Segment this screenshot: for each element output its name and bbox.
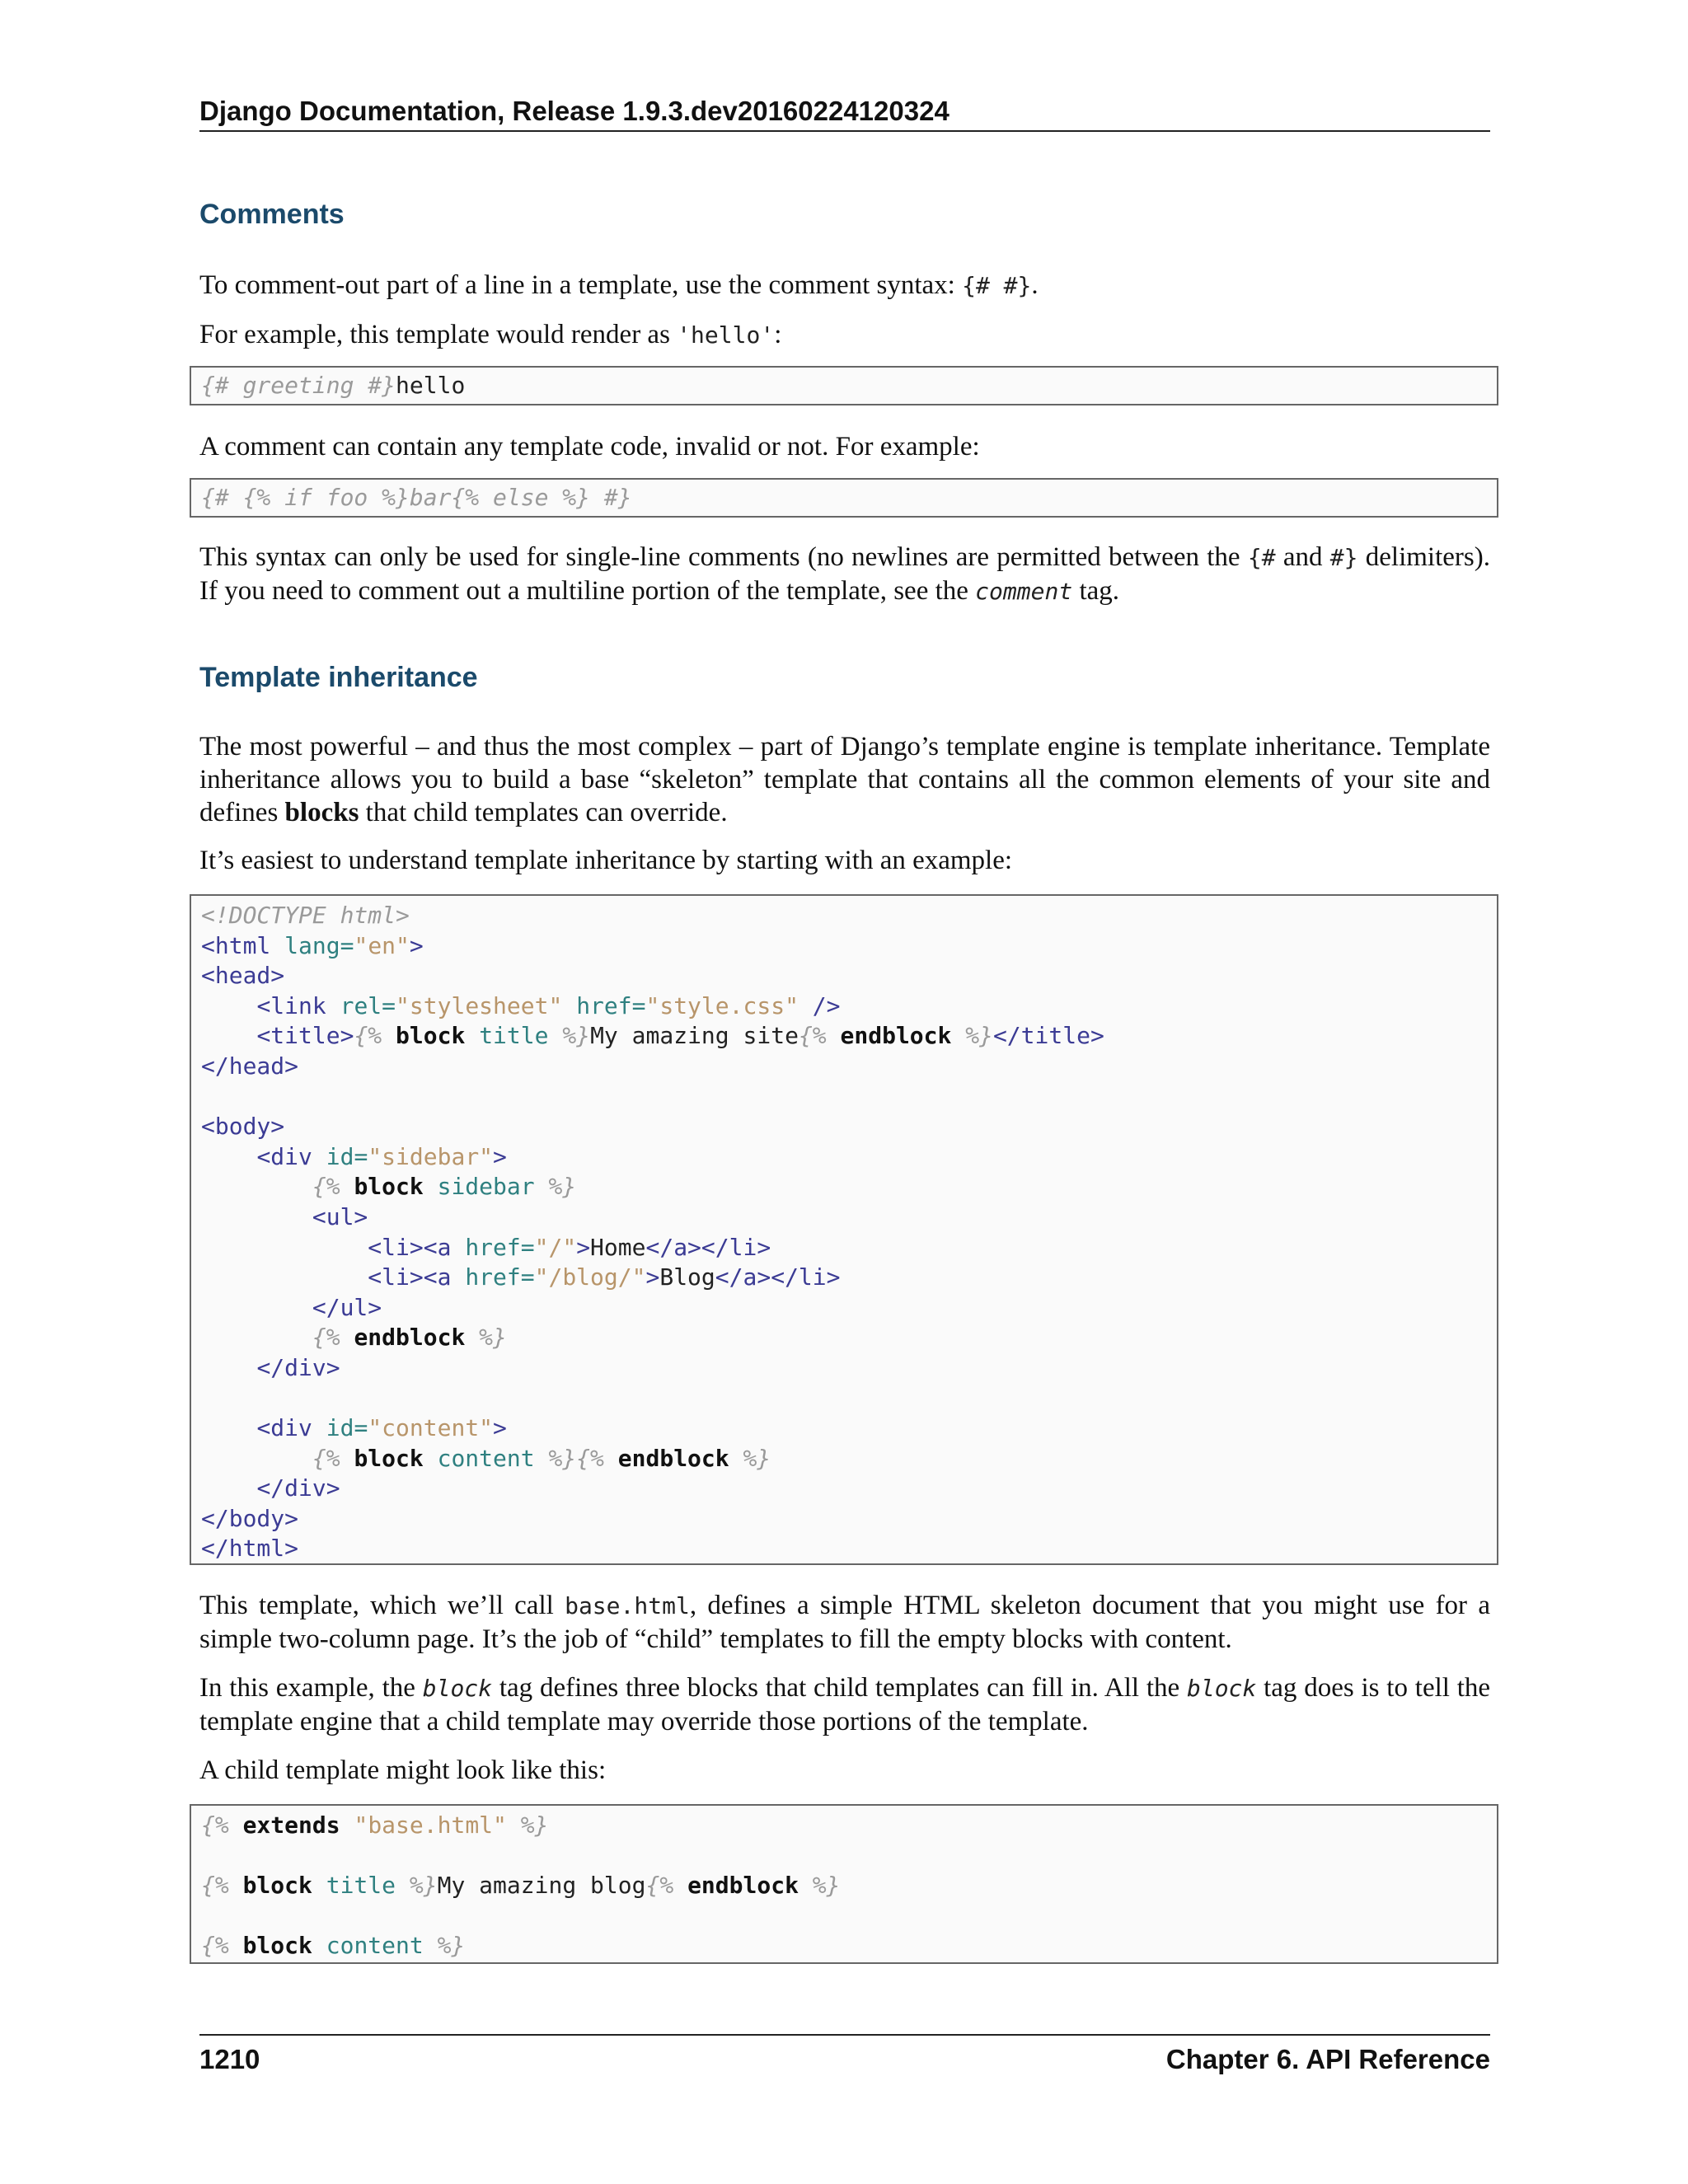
block-tag-link[interactable]: block bbox=[422, 1675, 493, 1702]
code-block-comment-invalid: {# {% if foo %}bar{% else %} #} bbox=[190, 478, 1498, 518]
section-heading-template-inheritance: Template inheritance bbox=[199, 662, 478, 693]
code-block-base-template: <!DOCTYPE html> <html lang="en"> <head> <link rel="stylesheet" href="style.css" /> <title>{% block title %}My amazing site{% endblock %}</title> </head> <body> <div id="sidebar"> {% block sidebar %} <ul> <li><a href="/">Home</a></li> <li><a href="/blog/">Blog</a></li> </ul> {% endblock %} </div> <div id="content"> {% block content %}{% endblock %} </div> </body> </html> bbox=[190, 894, 1498, 1565]
paragraph-block-tag: In this example, the block tag defines three blocks that child templates can fill in. All the block tag does is to tell the template engine that a child template may override those portions of the template. bbox=[199, 1673, 1491, 1736]
code-block-comment-example: {# greeting #}hello bbox=[190, 366, 1498, 405]
paragraph-example-intro: It’s easiest to understand template inheritance by starting with an example: bbox=[199, 846, 1013, 875]
section-heading-comments: Comments bbox=[199, 199, 345, 230]
running-header: Django Documentation, Release 1.9.3.dev20160224120324 bbox=[199, 92, 1490, 132]
paragraph-comment-any-code: A comment can contain any template code, invalid or not. For example: bbox=[199, 432, 980, 462]
inline-code: {# #} bbox=[962, 272, 1032, 299]
paragraph-comment-syntax: To comment-out part of a line in a template, use the comment syntax: {# #}. bbox=[199, 270, 1039, 300]
paragraph-inheritance-intro: The most powerful – and thus the most complex – part of Django’s template engine is template inheritance. Template inheritance allows you to build a base “skeleton” template that contains all the common elements of your site and defines blocks that child templates can override. bbox=[199, 732, 1490, 827]
paragraph-child-template-intro: A child template might look like this: bbox=[199, 1755, 607, 1785]
code-block-child-template: {% extends "base.html" %} {% block title %}My amazing blog{% endblock %} {% block content %} bbox=[190, 1804, 1498, 1964]
comment-tag-link[interactable]: comment bbox=[975, 578, 1073, 605]
block-tag-link[interactable]: block bbox=[1186, 1675, 1257, 1702]
chapter-label: Chapter 6. API Reference bbox=[1165, 2044, 1490, 2074]
paragraph-example-render: For example, this template would render as 'hello': bbox=[199, 320, 782, 349]
paragraph-single-line-comments: This syntax can only be used for single-line comments (no newlines are permitted between the {# and #} delimiters). If you need to comment out a multiline portion of the template, see the comment tag. bbox=[199, 542, 1490, 606]
inline-code-base-html: base.html bbox=[565, 1592, 690, 1619]
inline-code: 'hello' bbox=[677, 321, 775, 349]
page-number: 1210 bbox=[199, 2044, 260, 2074]
paragraph-base-html: This template, which we’ll call base.html, defines a simple HTML skeleton document that you might use for a simple two-column page. It’s the job of “child” templates to fill the empty blocks with content. bbox=[199, 1591, 1490, 1654]
footer-rule bbox=[199, 2034, 1490, 2036]
